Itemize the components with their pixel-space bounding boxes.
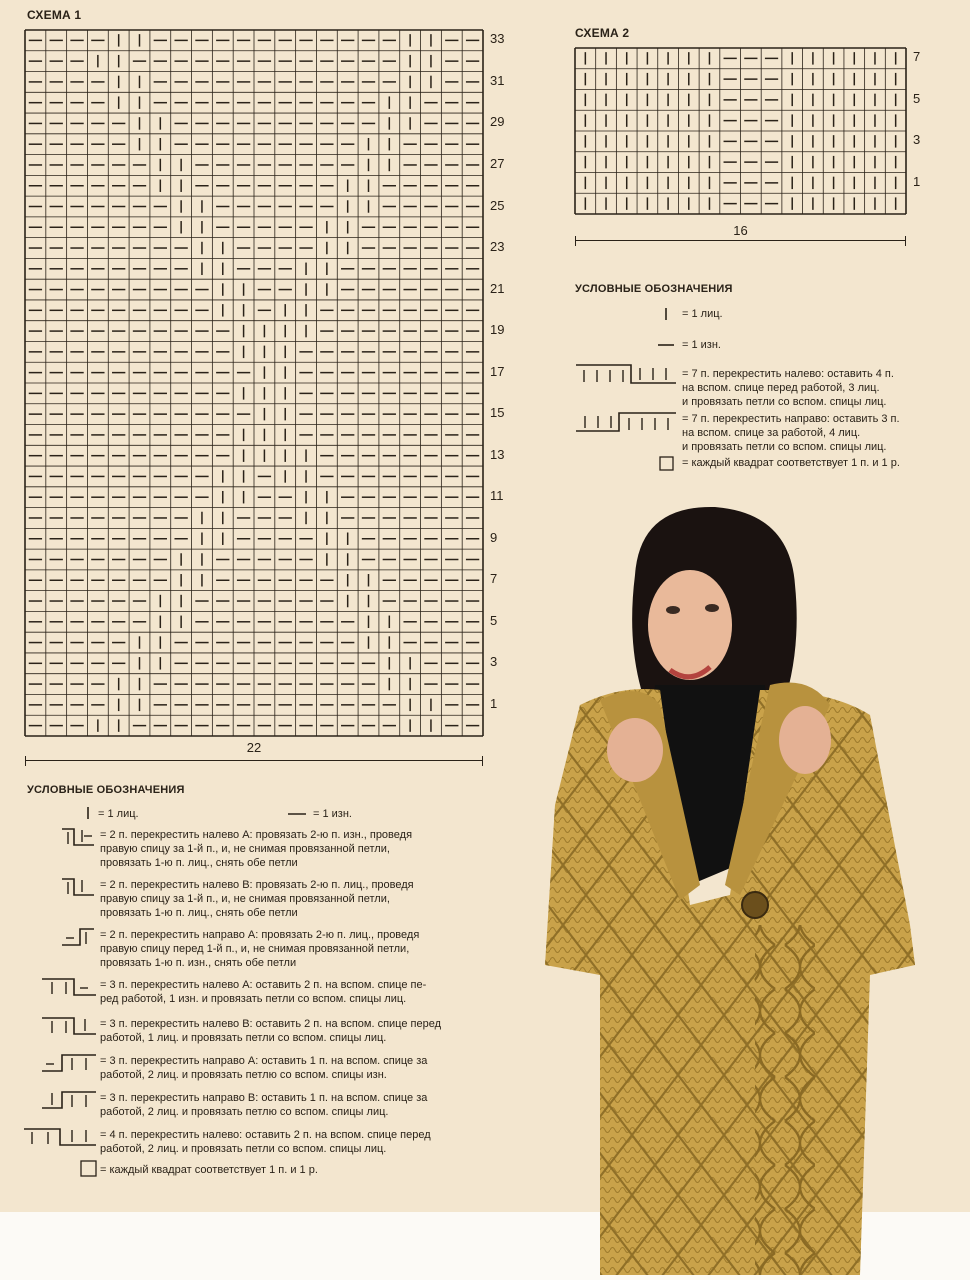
scheme1-row-number: 31	[490, 72, 505, 88]
cable-cross-icon	[60, 926, 96, 950]
legend1-item-line: правую спицу за 1-й п., и, не снимая провязанной петли,	[100, 893, 390, 905]
cable-cross-icon	[40, 1089, 98, 1113]
legend1-item-line: работой, 2 лиц. и провязать петлю со вспом. спицы лиц.	[100, 1106, 389, 1118]
legend2-cross-right-line-3: и провязать петли со вспом. спицы лиц.	[682, 441, 887, 453]
scheme1-row-number: 17	[490, 363, 505, 379]
legend1-item-text	[100, 1128, 431, 1156]
scheme2-row-number: 1	[913, 173, 921, 189]
square-icon	[80, 1160, 98, 1178]
legend2-cross-left-line-1: = 7 п. перекрестить налево: оставить 4 п.	[682, 368, 894, 380]
knit-stitch-icon	[82, 805, 94, 821]
scheme2-title: СХЕМА 2	[575, 26, 630, 40]
legend1-title: УСЛОВНЫЕ ОБОЗНАЧЕНИЯ	[27, 784, 185, 796]
cable-cross-icon	[60, 826, 96, 850]
scheme2-row-number: 7	[913, 49, 921, 65]
legend1-item-line: правую спицу за 1-й п., и, не снимая провязанной петли,	[100, 843, 390, 855]
purl-stitch-icon	[656, 337, 676, 353]
scheme1-row-number: 1	[490, 695, 498, 711]
scheme1-title: СХЕМА 1	[27, 8, 82, 22]
scheme2-row-number: 3	[913, 132, 921, 148]
legend1-item-text	[100, 1091, 427, 1119]
legend1-item-text	[100, 878, 414, 920]
legend2-cross-right-line-1: = 7 п. перекрестить направо: оставить 3 п.	[682, 413, 900, 425]
scheme2-width-label: 16	[733, 223, 748, 238]
scheme1-row-number: 7	[490, 571, 498, 587]
scheme1-row-number: 13	[490, 446, 505, 462]
scheme1-row-number: 21	[490, 280, 505, 296]
legend1-item-line: работой, 1 лиц. и провязать петли со вспом. спицы лиц.	[100, 1032, 387, 1044]
scheme2-width-line	[575, 240, 906, 241]
scheme1-row-number: 5	[490, 612, 498, 628]
legend1-item-line: провязать 1-ю п. изн., снять обе петли	[100, 957, 297, 969]
legend1-square-text: = каждый квадрат соответствует 1 п. и 1 р.	[100, 1164, 318, 1176]
legend1-item-line: провязать 1-ю п. лиц., снять обе петли	[100, 857, 298, 869]
legend1-item-text	[100, 1017, 441, 1045]
legend2-title: УСЛОВНЫЕ ОБОЗНАЧЕНИЯ	[575, 283, 733, 295]
legend2-knit-text: = 1 лиц.	[682, 308, 723, 320]
scheme2-row-number: 5	[913, 90, 921, 106]
legend1-item-line: = 2 п. перекрестить налево В: провязать 2-ю п. лиц., проведя	[100, 879, 414, 891]
legend2-square-text: = каждый квадрат соответствует 1 п. и 1 р.	[682, 457, 900, 469]
legend1-item-line: работой, 2 лиц. и провязать петлю со вспом. спицы изн.	[100, 1069, 387, 1081]
cross-right-7-icon	[575, 410, 677, 434]
scheme1-row-number: 33	[490, 31, 505, 47]
legend1-item-line: = 2 п. перекрестить налево А: провязать 2-ю п. изн., проведя	[100, 829, 413, 841]
cross-left-7-icon	[575, 362, 677, 386]
legend1-item-text	[100, 828, 412, 870]
scheme1-width-line	[25, 760, 483, 761]
scheme1-width-label: 22	[246, 740, 262, 755]
scheme1-row-number: 19	[490, 322, 505, 338]
scheme1-chart-grid	[25, 30, 483, 736]
scheme1-row-number: 29	[490, 114, 505, 130]
purl-stitch-icon	[286, 806, 310, 822]
cable-cross-icon	[22, 1126, 98, 1150]
legend2-cross-left-text	[682, 367, 894, 409]
legend1-item-text	[100, 928, 419, 970]
legend1-item-line: = 3 п. перекрестить налево В: оставить 2 п. на вспом. спице перед	[100, 1018, 442, 1030]
legend1-item-line: = 3 п. перекрестить налево А: оставить 2 п. на вспом. спице пе-	[100, 979, 427, 991]
legend1-item-line: провязать 1-ю п. лиц., снять обе петли	[100, 907, 298, 919]
scheme1-row-number: 25	[490, 197, 505, 213]
legend1-knit-text: = 1 лиц.	[98, 808, 139, 820]
cable-cross-icon	[40, 1015, 98, 1039]
legend1-item-line: работой, 2 лиц. и провязать петли со вспом. спицы лиц.	[100, 1143, 387, 1155]
scheme1-row-number: 11	[490, 488, 504, 504]
legend2-cross-left-line-3: и провязать петли со вспом. спицы лиц.	[682, 396, 887, 408]
legend1-purl-text: = 1 изн.	[313, 808, 352, 820]
legend1-item-line: = 3 п. перекрестить направо А: оставить 1 п. на вспом. спице за	[100, 1055, 428, 1067]
scheme1-row-number: 3	[490, 654, 498, 670]
legend2-cross-right-line-2: на вспом. спице за работой, 4 лиц.	[682, 427, 861, 439]
cable-cross-icon	[60, 876, 96, 900]
scheme1-row-number: 23	[490, 239, 505, 255]
legend1-item-line: = 2 п. перекрестить направо А: провязать 2-ю п. лиц., проведя	[100, 929, 420, 941]
legend2-cross-left-line-2: на вспом. спице перед работой, 3 лиц.	[682, 382, 880, 394]
square-icon	[659, 456, 675, 472]
legend2-cross-right-text	[682, 412, 900, 454]
model-photo	[540, 505, 920, 1280]
legend1-item-line: = 4 п. перекрестить налево: оставить 2 п. на вспом. спице перед	[100, 1129, 431, 1141]
legend1-item-text	[100, 978, 426, 1006]
scheme1-row-number: 9	[490, 529, 498, 545]
legend2-purl-text: = 1 изн.	[682, 339, 721, 351]
scheme2-chart-grid	[575, 48, 906, 214]
scheme1-row-number: 27	[490, 155, 505, 171]
legend1-item-line: ред работой, 1 изн. и провязать петли со вспом. спицы лиц.	[100, 993, 407, 1005]
knit-stitch-icon	[660, 306, 672, 322]
scheme1-row-number: 15	[490, 405, 505, 421]
legend1-item-text	[100, 1054, 427, 1082]
cable-cross-icon	[40, 976, 98, 1000]
legend1-item-line: правую спицу перед 1-й п., и, не снимая провязанной петли,	[100, 943, 410, 955]
legend1-item-line: = 3 п. перекрестить направо В: оставить 1 п. на вспом. спице за	[100, 1092, 428, 1104]
cable-cross-icon	[40, 1052, 98, 1076]
